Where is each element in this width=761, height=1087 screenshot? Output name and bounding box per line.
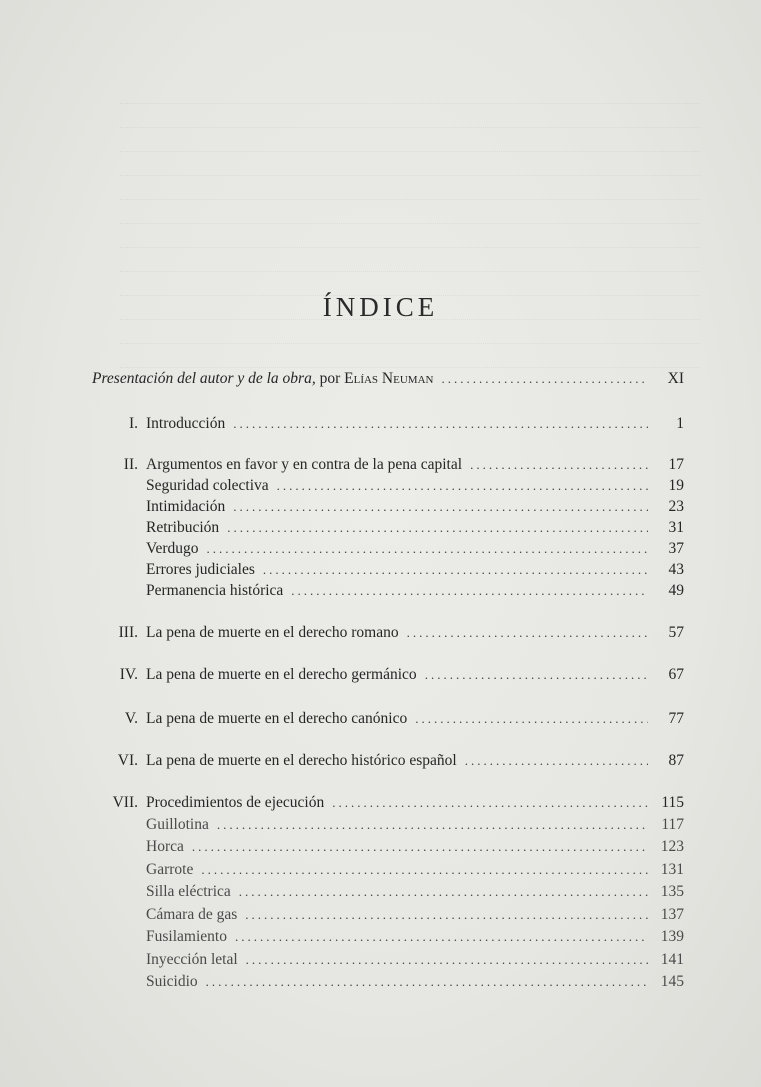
section-title: Inyección letal — [146, 951, 238, 968]
section-title: Verdugo — [146, 540, 199, 557]
dot-leader — [441, 369, 648, 389]
page-number: 117 — [661, 816, 684, 833]
presentation-plain: por — [319, 370, 341, 387]
page-number: 31 — [668, 519, 684, 536]
dot-leader — [245, 905, 648, 925]
section-title: Silla eléctrica — [146, 883, 231, 900]
chapter-title: La pena de muerte en el derecho canónico — [146, 710, 408, 727]
page-number: 57 — [668, 624, 684, 641]
dot-leader — [425, 665, 648, 685]
dot-leader — [206, 972, 648, 992]
toc-subentry — [146, 518, 684, 538]
toc-entry-5 — [96, 709, 684, 729]
toc-subentry — [146, 972, 684, 992]
chapter-title: La pena de muerte en el derecho germánico — [146, 666, 417, 683]
chapter-number: V. — [124, 710, 138, 727]
dot-leader — [277, 476, 648, 496]
dot-leader — [246, 950, 648, 970]
dot-leader — [227, 518, 648, 538]
section-title: Garrote — [146, 861, 194, 878]
chapter-number: I. — [128, 415, 138, 432]
dot-leader — [291, 581, 648, 601]
toc-subentry — [146, 560, 684, 580]
section-title: Guillotina — [146, 816, 209, 833]
page-number: 145 — [660, 973, 684, 990]
toc-entry-4 — [96, 665, 684, 685]
section-title: Suicidio — [146, 973, 198, 990]
page-number: XI — [667, 370, 684, 387]
section-title: Errores judiciales — [146, 561, 255, 578]
dot-leader — [201, 860, 648, 880]
chapter-title: Argumentos en favor y en contra de la pena capital — [146, 456, 463, 473]
section-title: Fusilamiento — [146, 928, 227, 945]
chapter-title: La pena de muerte en el derecho romano — [146, 624, 399, 641]
dot-leader — [407, 623, 648, 643]
toc-subentry — [146, 581, 684, 601]
toc-subentry — [146, 497, 684, 517]
page-number: 19 — [668, 477, 684, 494]
dot-leader — [239, 882, 648, 902]
dot-leader — [235, 927, 648, 947]
dot-leader — [207, 539, 648, 559]
dot-leader — [263, 560, 648, 580]
page-number: 77 — [668, 710, 684, 727]
presentation-italic: Presentación del autor y de la obra, — [92, 370, 316, 387]
chapter-number: III. — [118, 624, 138, 641]
dot-leader — [470, 455, 648, 475]
page-number: 135 — [660, 883, 684, 900]
toc-entry-2 — [96, 455, 684, 475]
toc-entry-1 — [96, 414, 684, 434]
presentation-entry — [92, 369, 684, 389]
page-title: ÍNDICE — [322, 292, 439, 322]
toc-subentry — [146, 950, 684, 970]
presentation-author: Elías Neuman — [344, 370, 434, 387]
page-number: 17 — [668, 456, 684, 473]
chapter-number: VI. — [117, 752, 138, 769]
chapter-title: Procedimientos de ejecución — [146, 794, 325, 811]
toc-subentry — [146, 476, 684, 496]
section-title: Cámara de gas — [146, 906, 238, 923]
toc-entry-7 — [96, 793, 684, 813]
dot-leader — [465, 751, 648, 771]
chapter-title: La pena de muerte en el derecho histórico español — [146, 752, 457, 769]
chapter-number: VII. — [112, 794, 138, 811]
toc-entry-3 — [96, 623, 684, 643]
toc-entry-6 — [96, 751, 684, 771]
section-title: Intimidación — [146, 498, 226, 515]
page-number: 115 — [661, 794, 684, 811]
toc-subentry — [146, 860, 684, 880]
bleed-through — [120, 80, 700, 400]
section-title: Seguridad colectiva — [146, 477, 269, 494]
toc-subentry — [146, 927, 684, 947]
page-number: 123 — [660, 838, 684, 855]
section-title: Horca — [146, 838, 184, 855]
section-title: Permanencia histórica — [146, 582, 284, 599]
page-number: 67 — [668, 666, 684, 683]
page-number: 23 — [668, 498, 684, 515]
toc-subentry — [146, 539, 684, 559]
page-number: 1 — [676, 415, 684, 432]
toc-subentry — [146, 837, 684, 857]
dot-leader — [192, 837, 648, 857]
page-number: 87 — [668, 752, 684, 769]
page-number: 131 — [660, 861, 684, 878]
dot-leader — [233, 414, 648, 434]
page-number: 137 — [660, 906, 684, 923]
chapter-number: IV. — [119, 666, 138, 683]
dot-leader — [415, 709, 648, 729]
dot-leader — [233, 497, 648, 517]
toc-subentry — [146, 905, 684, 925]
section-title: Retribución — [146, 519, 220, 536]
toc-subentry — [146, 815, 684, 835]
dot-leader — [332, 793, 648, 813]
page-number: 139 — [660, 928, 684, 945]
page-number: 43 — [668, 561, 684, 578]
chapter-number: II. — [123, 456, 138, 473]
toc-subentry — [146, 882, 684, 902]
dot-leader — [217, 815, 648, 835]
page-number: 37 — [668, 540, 684, 557]
page-number: 141 — [660, 951, 684, 968]
page-number: 49 — [668, 582, 684, 599]
chapter-title: Introducción — [146, 415, 226, 432]
